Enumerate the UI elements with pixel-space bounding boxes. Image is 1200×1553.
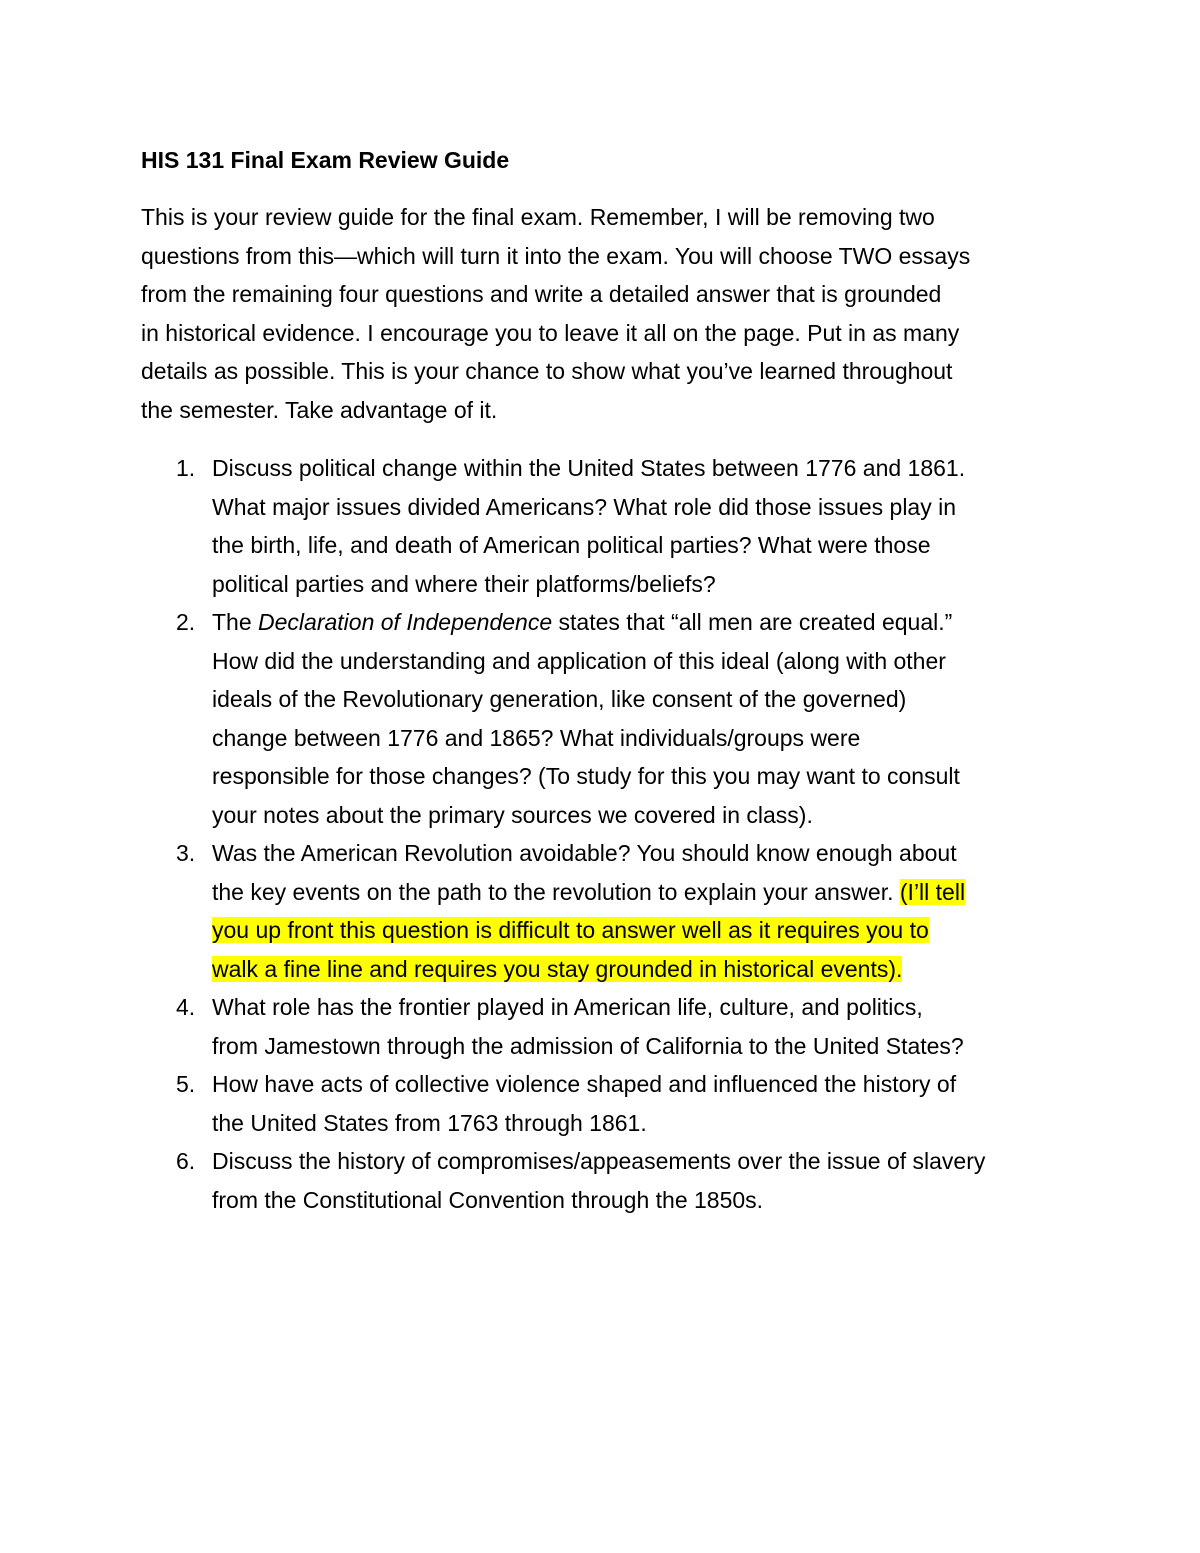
question-list [141, 449, 1081, 1219]
question-item-3 [141, 834, 1081, 988]
question-text: the key events on the path to the revolution to explain your answer. [212, 878, 900, 905]
question-line: Discuss political change within the United States between 1776 and 1861. [212, 455, 966, 481]
highlighted-text: walk a fine line and requires you stay grounded in historical events). [212, 955, 903, 982]
document-title-italic: Declaration of Independence [258, 609, 553, 635]
question-item-1 [141, 449, 1081, 603]
question-item-6 [141, 1142, 1081, 1219]
question-number: 5. [176, 1071, 196, 1097]
question-line: Was the American Revolution avoidable? You should know enough about [212, 840, 957, 866]
question-line: from Jamestown through the admission of California to the United States? [212, 1032, 964, 1059]
question-number: 4. [176, 994, 196, 1020]
intro-line: from the remaining four questions and write a detailed answer that is grounded [141, 281, 942, 307]
question-line: political parties and where their platforms/beliefs? [212, 570, 716, 597]
question-number: 1. [176, 455, 196, 481]
question-line: the United States from 1763 through 1861. [212, 1109, 647, 1136]
question-number: 2. [176, 609, 196, 635]
intro-line: details as possible. This is your chance to show what you’ve learned throughout [141, 358, 953, 384]
question-line [212, 950, 1081, 989]
question-item-4 [141, 988, 1081, 1065]
question-line: What major issues divided Americans? What role did those issues play in [212, 493, 957, 520]
question-line: responsible for those changes? (To study for this you may want to consult [212, 763, 960, 789]
question-line [212, 603, 1081, 642]
question-text: states that “all men are created equal.” [552, 609, 953, 635]
question-line: your notes about the primary sources we covered in class). [212, 801, 813, 828]
question-line: ideals of the Revolutionary generation, like consent of the governed) [212, 686, 907, 712]
question-line: from the Constitutional Convention through the 1850s. [212, 1186, 764, 1213]
intro-line: the semester. Take advantage of it. [141, 396, 498, 423]
question-line: How did the understanding and application of this ideal (along with other [212, 647, 946, 674]
question-line: How have acts of collective violence shaped and influenced the history of [212, 1071, 957, 1097]
question-line: the birth, life, and death of American political parties? What were those [212, 532, 931, 558]
document-title: HIS 131 Final Exam Review Guide [141, 147, 510, 173]
question-line [212, 911, 1081, 950]
intro-line: in historical evidence. I encourage you to leave it all on the page. Put in as many [141, 319, 960, 346]
intro-paragraph [141, 198, 1071, 429]
question-number: 6. [176, 1148, 196, 1174]
question-line: change between 1776 and 1865? What individuals/groups were [212, 724, 861, 751]
question-item-5 [141, 1065, 1081, 1142]
question-item-2 [141, 603, 1081, 834]
question-line [212, 873, 1081, 912]
question-line: Discuss the history of compromises/appeasements over the issue of slavery [212, 1148, 986, 1174]
intro-line: This is your review guide for the final exam. Remember, I will be removing two [141, 204, 935, 230]
question-number: 3. [176, 840, 196, 866]
question-text: The [212, 609, 259, 635]
intro-line: questions from this—which will turn it into the exam. You will choose TWO essays [141, 242, 971, 269]
question-line: What role has the frontier played in American life, culture, and politics, [212, 994, 923, 1020]
highlighted-text: (I’ll tell [899, 878, 966, 905]
highlighted-text: you up front this question is difficult to answer well as it requires you to [212, 917, 929, 943]
